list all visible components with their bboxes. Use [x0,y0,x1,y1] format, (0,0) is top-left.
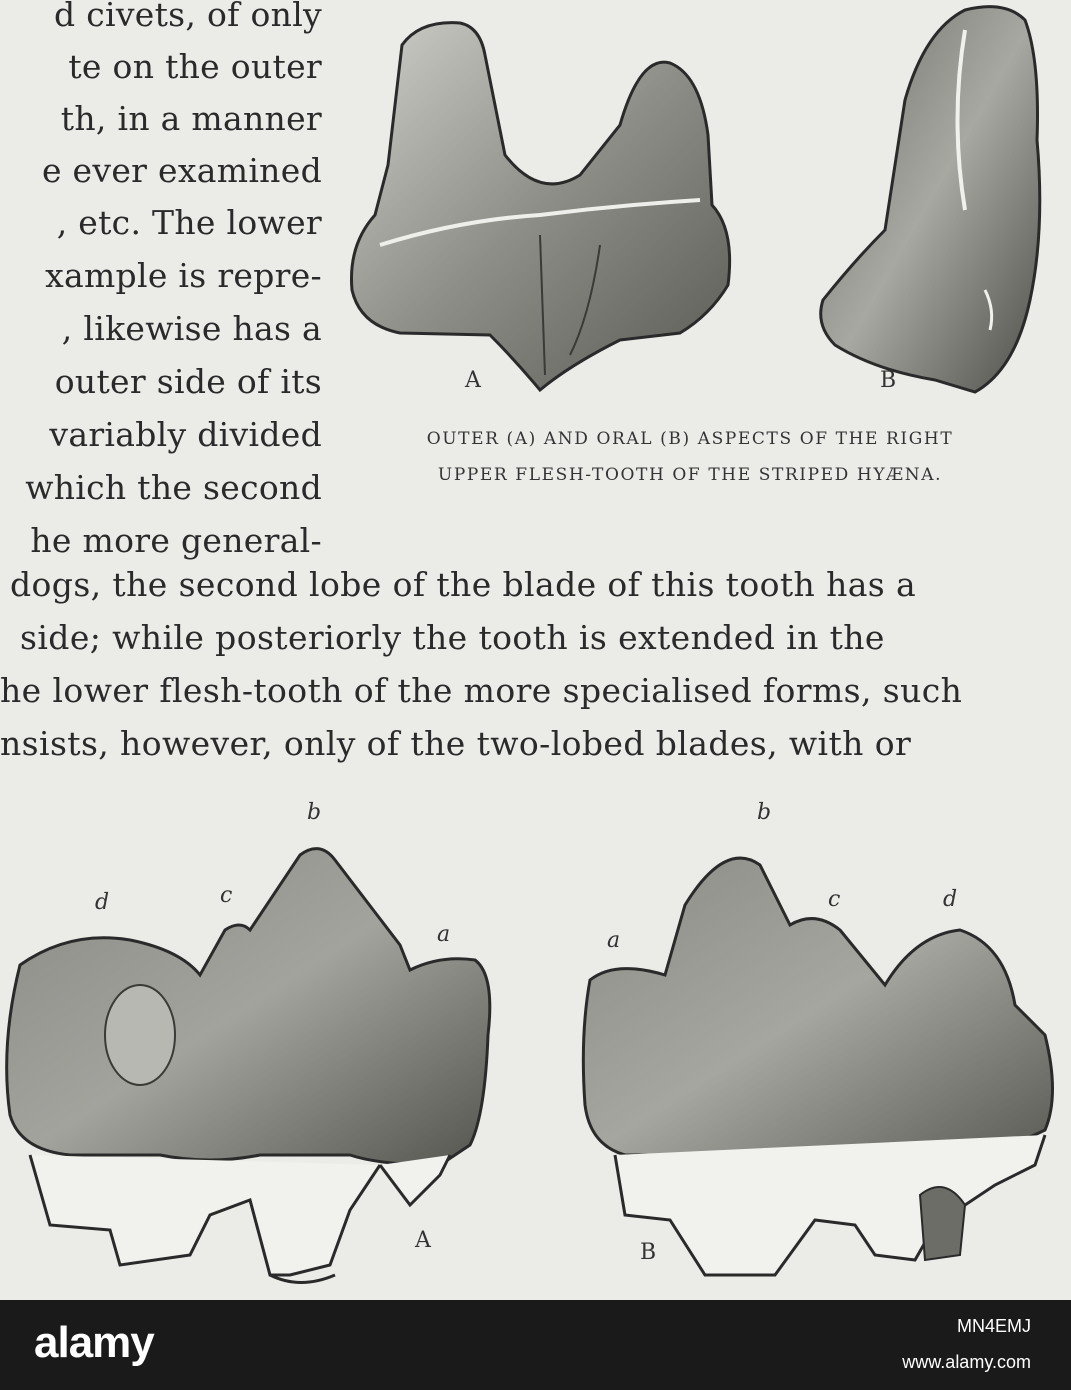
text-line: outer side of its [54,362,322,401]
text-line: , etc. The lower [56,203,322,242]
alamy-logo[interactable]: alamy [34,1318,154,1367]
label-left-b: b [307,800,322,825]
text-line: dogs, the second lobe of the blade of this tooth has a [10,565,917,604]
label-left-c: c [220,883,233,908]
text-line: side; while posteriorly the tooth is extended in the [20,618,885,657]
label-right-d: d [943,887,958,912]
image-id: MN4EMJ [956,1316,1031,1336]
text-line: variably divided [49,415,322,454]
figure-label-a: A [465,368,481,393]
figure-label-b: B [880,368,897,393]
tooth-outer-aspect-illustration [340,15,740,395]
footer-id [902,1308,1031,1380]
label-right-b: b [757,800,772,825]
lower-tooth-oral-illustration [575,835,1065,1295]
lower-tooth-outer-illustration [0,835,500,1295]
figure-caption-line1: OUTER (A) AND ORAL (B) ASPECTS OF THE RIGHT [426,429,954,449]
text-line: he lower flesh-tooth of the more specialised forms, such [0,671,963,710]
text-line: , likewise has a [61,309,322,348]
text-line: d civets, of only [54,0,322,34]
label-right-view: B [640,1240,657,1265]
text-line: xample is repre- [45,256,322,295]
figure-caption-line2: UPPER FLESH-TOOTH OF THE STRIPED HYÆNA. [437,465,943,485]
text-line: e ever examined [41,151,322,190]
text-line: nsists, however, only of the two-lobed blades, with or [0,724,912,763]
text-line: which the second [25,468,322,507]
label-left-view: A [415,1228,431,1253]
text-line: te on the outer [68,47,322,86]
label-right-c: c [828,887,841,912]
footer-bar [0,1300,1071,1390]
text-line: th, in a manner [60,99,322,138]
label-left-d: d [95,890,110,915]
text-line: he more general- [30,521,322,560]
label-right-a: a [607,928,621,953]
site-url[interactable]: www.alamy.com [902,1352,1031,1372]
tooth-oral-aspect-illustration [815,0,1055,400]
label-left-a: a [437,922,451,947]
